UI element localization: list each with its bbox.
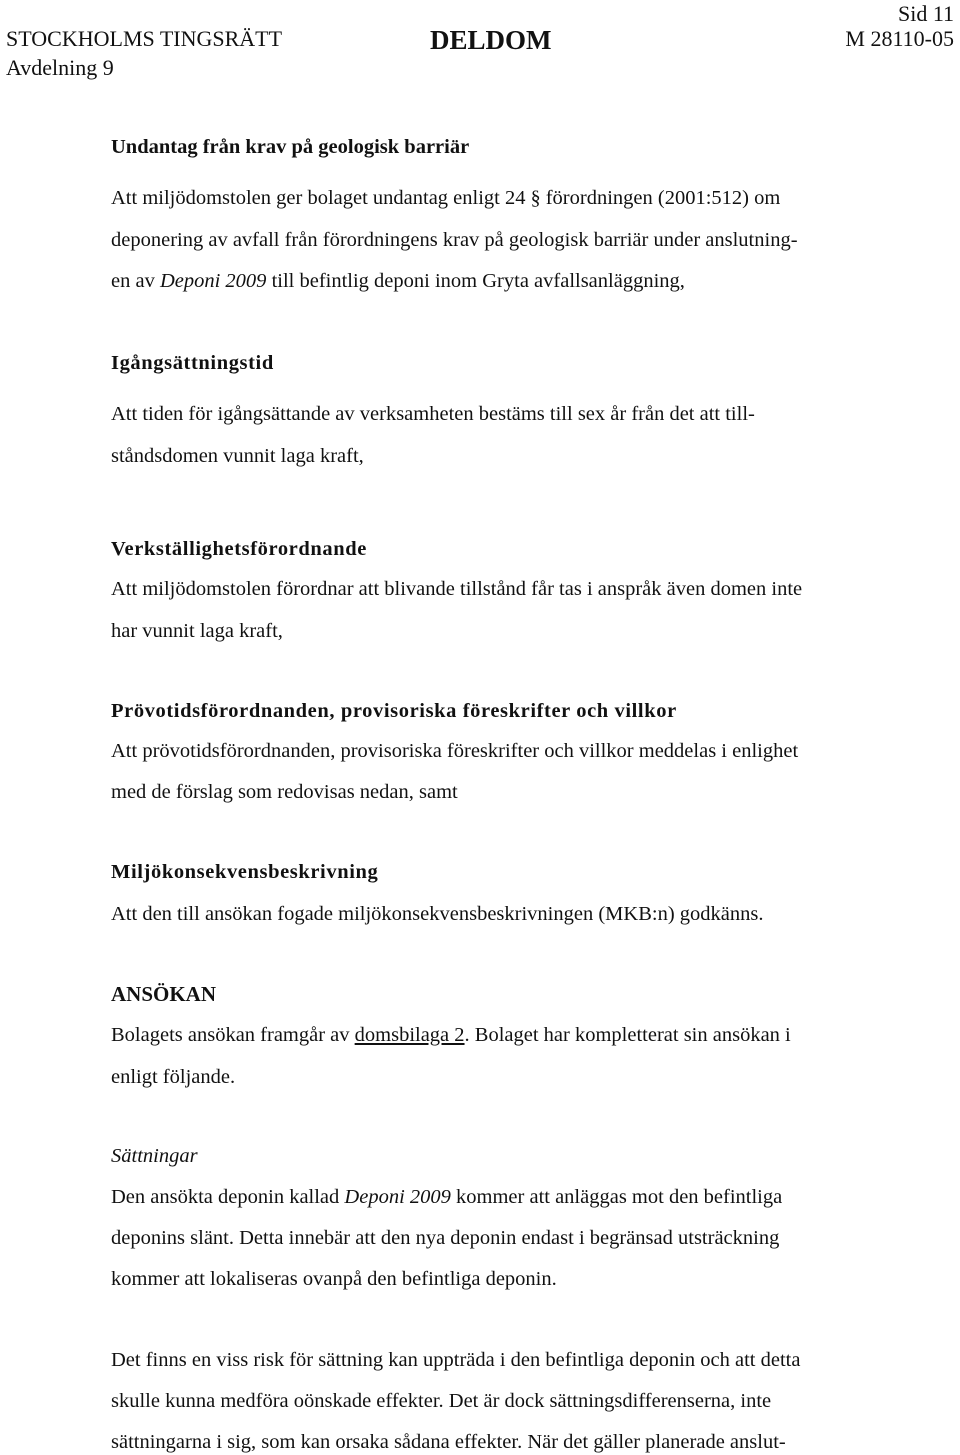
page-number: Sid 11	[897, 1, 954, 26]
commissioning-line-1: Att tiden för igångsättande av verksamheten bestäms till sex år från det att till-	[111, 403, 755, 425]
enforcement-line-1: Att miljödomstolen förordnar att blivande tillstånd får tas i anspråk även domen inte	[111, 578, 803, 600]
settlements-p1-line-1-end: kommer att anläggas mot den befintliga	[450, 1186, 783, 1208]
deponi-2009-ref-2: Deponi 2009	[344, 1186, 451, 1208]
eia-line-1: Att den till ansökan fogade miljökonsekvensbeskrivningen (MKB:n) godkänns.	[111, 903, 764, 925]
trial-period-line-1: Att prövotidsförordnanden, provisoriska föreskrifter och villkor meddelas i enlighet	[111, 740, 799, 762]
settlements-p2-line-1: Det finns en viss risk för sättning kan uppträda i den befintliga deponin och att detta	[111, 1349, 801, 1371]
document-type: DELDOM	[430, 25, 552, 55]
heading-eia: Miljökonsekvensbeskrivning	[111, 861, 379, 883]
exemption-line-3-end: till befintlig deponi inom Gryta avfallsanläggning,	[266, 270, 685, 292]
settlements-p1-line-1	[111, 1184, 782, 1210]
division-label: Avdelning 9	[6, 55, 114, 80]
exemption-line-3	[111, 268, 685, 294]
settlements-p1-line-3: kommer att lokaliseras ovanpå den befintliga deponin.	[111, 1268, 557, 1290]
exemption-line-1-end: förordningen (2001:512) om	[545, 187, 781, 209]
exemption-line-1-start: Att miljödomstolen ger bolaget undantag enligt 24	[111, 187, 526, 209]
exemption-line-3-start: en av	[111, 270, 160, 292]
section-sign: §	[530, 187, 541, 209]
enforcement-line-2: har vunnit laga kraft,	[111, 620, 283, 642]
settlements-p1-line-2: deponins slänt. Detta innebär att den nya deponin endast i begränsad utsträckning	[111, 1227, 780, 1249]
settlements-p2-line-2: skulle kunna medföra oönskade effekter. Det är dock sättningsdifferenserna, inte	[111, 1390, 772, 1412]
application-line-2: enligt följande.	[111, 1066, 236, 1088]
heading-commissioning: Igångsättningstid	[111, 352, 274, 374]
heading-enforcement: Verkställighetsförordnande	[111, 538, 367, 560]
heading-trial-period: Prövotidsförordnanden, provisoriska föreskrifter och villkor	[111, 700, 677, 722]
application-line-1-end: . Bolaget har kompletterat sin ansökan i	[464, 1024, 791, 1046]
deponi-2009-ref: Deponi 2009	[159, 270, 267, 292]
court-name: STOCKHOLMS TINGSRÄTT	[6, 26, 283, 51]
case-number: M 28110-05	[845, 26, 954, 51]
settlements-p1-line-1-start: Den ansökta deponin kallad	[111, 1186, 345, 1208]
heading-exemption: Undantag från krav på geologisk barriär	[111, 136, 470, 158]
exemption-line-1	[111, 185, 780, 211]
settlements-p2-line-3: sättningarna i sig, som kan orsaka sådana effekter. När det gäller planerade anslut-	[111, 1431, 786, 1453]
heading-settlements: Sättningar	[111, 1145, 198, 1167]
domsbilaga-link[interactable]: domsbilaga 2	[354, 1024, 465, 1046]
trial-period-line-2: med de förslag som redovisas nedan, samt	[111, 781, 458, 803]
application-line-1-start: Bolagets ansökan framgår av	[111, 1024, 355, 1046]
exemption-line-2: deponering av avfall från förordningens krav på geologisk barriär under anslutning-	[111, 229, 798, 251]
heading-application: ANSÖKAN	[111, 982, 217, 1006]
application-line-1	[111, 1022, 791, 1048]
commissioning-line-2: ståndsdomen vunnit laga kraft,	[111, 445, 364, 467]
